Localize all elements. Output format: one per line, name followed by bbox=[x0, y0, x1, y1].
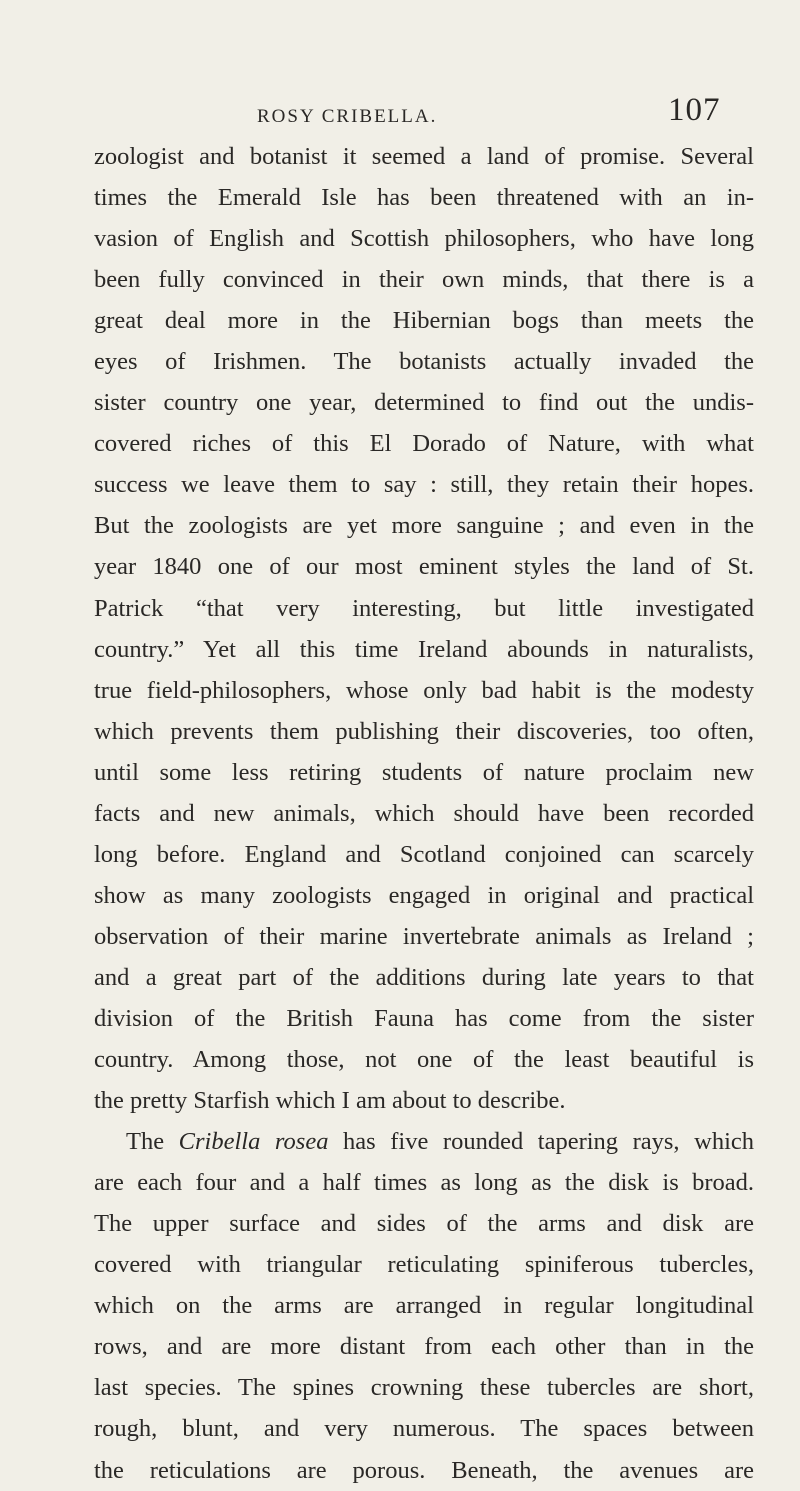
text-line: covered riches of this El Dorado of Nature, with what bbox=[94, 430, 754, 458]
page-number: 107 bbox=[668, 92, 721, 128]
text-line: the reticulations are porous. Beneath, the avenues are bbox=[94, 1456, 754, 1484]
text-line: observation of their marine invertebrate animals as Ireland ; bbox=[94, 922, 754, 950]
text-line: But the zoologists are yet more sanguine ; and even in the bbox=[94, 512, 754, 540]
text-line: The upper surface and sides of the arms and disk are bbox=[94, 1210, 754, 1238]
text-line: last species. The spines crowning these tubercles are short, bbox=[94, 1374, 754, 1402]
body-text bbox=[94, 136, 754, 1491]
text-line: until some less retiring students of nature proclaim new bbox=[94, 758, 754, 786]
text-line: Patrick “that very interesting, but little investigated bbox=[94, 594, 754, 622]
text-line: vasion of English and Scottish philosophers, who have long bbox=[94, 225, 754, 253]
species-name: Cribella rosea bbox=[178, 1128, 329, 1156]
text-line: covered with triangular reticulating spiniferous tubercles, bbox=[94, 1251, 754, 1279]
text-line: division of the British Fauna has come from the sister bbox=[94, 1004, 754, 1032]
text-line: long before. England and Scotland conjoined can scarcely bbox=[94, 840, 754, 868]
text-line: rows, and are more distant from each other than in the bbox=[94, 1333, 754, 1361]
text-line: times the Emerald Isle has been threatened with an in- bbox=[94, 184, 754, 212]
text-line: country. Among those, not one of the least beautiful is bbox=[94, 1046, 754, 1074]
text-line: facts and new animals, which should have been recorded bbox=[94, 799, 754, 827]
text-line: country.” Yet all this time Ireland abounds in naturalists, bbox=[94, 635, 754, 663]
text-line: are each four and a half times as long as the disk is broad. bbox=[94, 1169, 754, 1197]
text-line: great deal more in the Hibernian bogs than meets the bbox=[94, 307, 754, 335]
text-line: which on the arms are arranged in regular longitudinal bbox=[94, 1292, 754, 1320]
text-line: true field-philosophers, whose only bad habit is the modesty bbox=[94, 676, 754, 704]
text-line: and a great part of the additions during late years to that bbox=[94, 963, 754, 991]
text-line: success we leave them to say : still, they retain their hopes. bbox=[94, 471, 754, 499]
running-head bbox=[0, 92, 800, 132]
text-line: eyes of Irishmen. The botanists actually invaded the bbox=[94, 348, 754, 376]
text-line: year 1840 one of our most eminent styles the land of St. bbox=[94, 553, 754, 581]
text-line: been fully convinced in their own minds, that there is a bbox=[94, 266, 754, 294]
text-line: The Cribella rosea has five rounded tapering rays, which bbox=[126, 1128, 754, 1156]
text-line: which prevents them publishing their discoveries, too often, bbox=[94, 717, 754, 745]
text-line: rough, blunt, and very numerous. The spaces between bbox=[94, 1415, 754, 1443]
text-line: zoologist and botanist it seemed a land of promise. Several bbox=[94, 143, 754, 170]
running-title: ROSY CRIBELLA. bbox=[257, 106, 438, 127]
text-line: show as many zoologists engaged in original and practical bbox=[94, 881, 754, 909]
text-line: sister country one year, determined to find out the undis- bbox=[94, 389, 754, 417]
text-line: the pretty Starfish which I am about to describe. bbox=[94, 1087, 566, 1115]
